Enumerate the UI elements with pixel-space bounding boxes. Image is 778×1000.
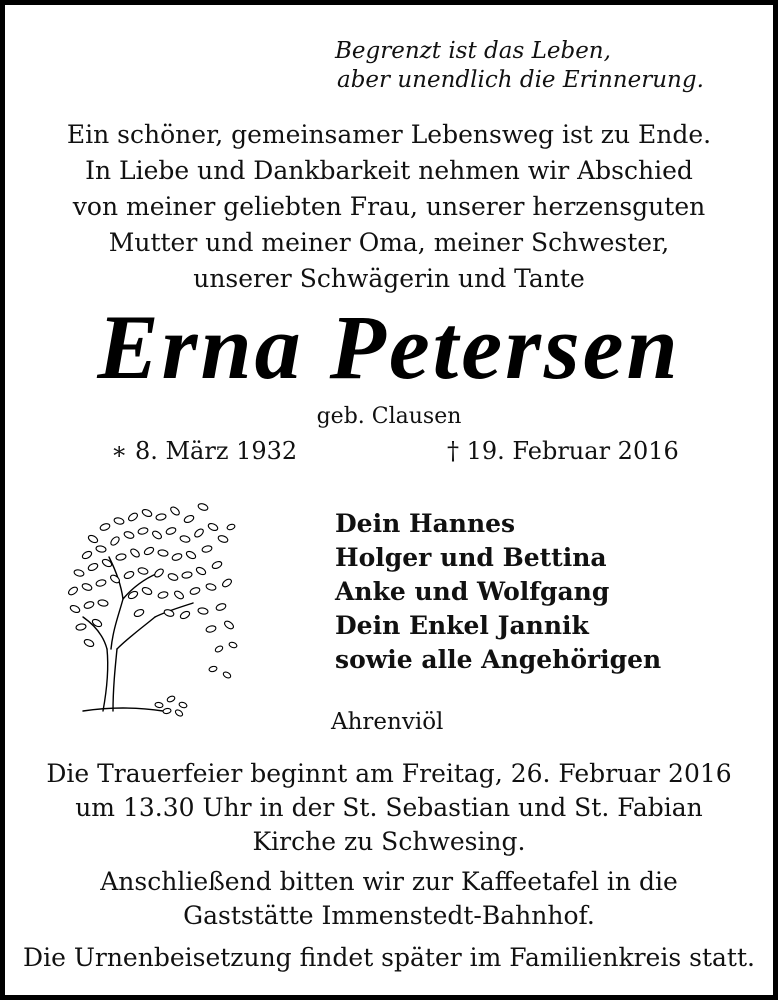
coffee-line: Gaststätte Immenstedt-Bahnhof.: [183, 901, 595, 930]
motto: [335, 37, 704, 95]
intro-text: [5, 117, 773, 297]
ceremony-line: um 13.30 Uhr in der St. Sebastian und St. Fabian: [75, 793, 703, 822]
mourner: Anke und Wolfgang: [335, 577, 610, 606]
place: Ahrenviöl: [331, 709, 444, 735]
mourner: sowie alle Angehörigen: [335, 645, 662, 674]
ceremony-line: Kirche zu Schwesing.: [252, 827, 526, 856]
mourner: Holger und Bettina: [335, 543, 607, 572]
death-date: † 19. Februar 2016: [447, 437, 679, 465]
intro-line: In Liebe und Dankbarkeit nehmen wir Abschied: [85, 156, 693, 185]
intro-line: unserer Schwägerin und Tante: [193, 264, 585, 293]
motto-line: Begrenzt ist das Leben,: [335, 38, 611, 64]
intro-line: Ein schöner, gemeinsamer Lebensweg ist zu Ende.: [66, 120, 712, 149]
birth-name: geb. Clausen: [316, 404, 462, 429]
urn-info: Die Urnenbeisetzung findet später im Familienkreis statt.: [23, 943, 755, 972]
ceremony-line: Die Trauerfeier beginnt am Freitag, 26. Februar 2016: [46, 759, 732, 788]
ceremony-info: [5, 757, 773, 859]
coffee-line: Anschließend bitten wir zur Kaffeetafel in die: [100, 867, 678, 896]
motto-line: aber unendlich die Erinnerung.: [337, 67, 704, 93]
intro-line: Mutter und meiner Oma, meiner Schwester,: [108, 228, 670, 257]
birth-date: ∗ 8. März 1932: [111, 437, 298, 465]
coffee-info: [5, 865, 773, 933]
mourners-list: [335, 507, 661, 677]
tree-icon: [63, 499, 243, 719]
mourner: Dein Enkel Jannik: [335, 611, 589, 640]
deceased-name: Erna Petersen: [97, 296, 681, 398]
intro-line: von meiner geliebten Frau, unserer herzensguten: [72, 192, 706, 221]
mourner: Dein Hannes: [335, 509, 516, 538]
